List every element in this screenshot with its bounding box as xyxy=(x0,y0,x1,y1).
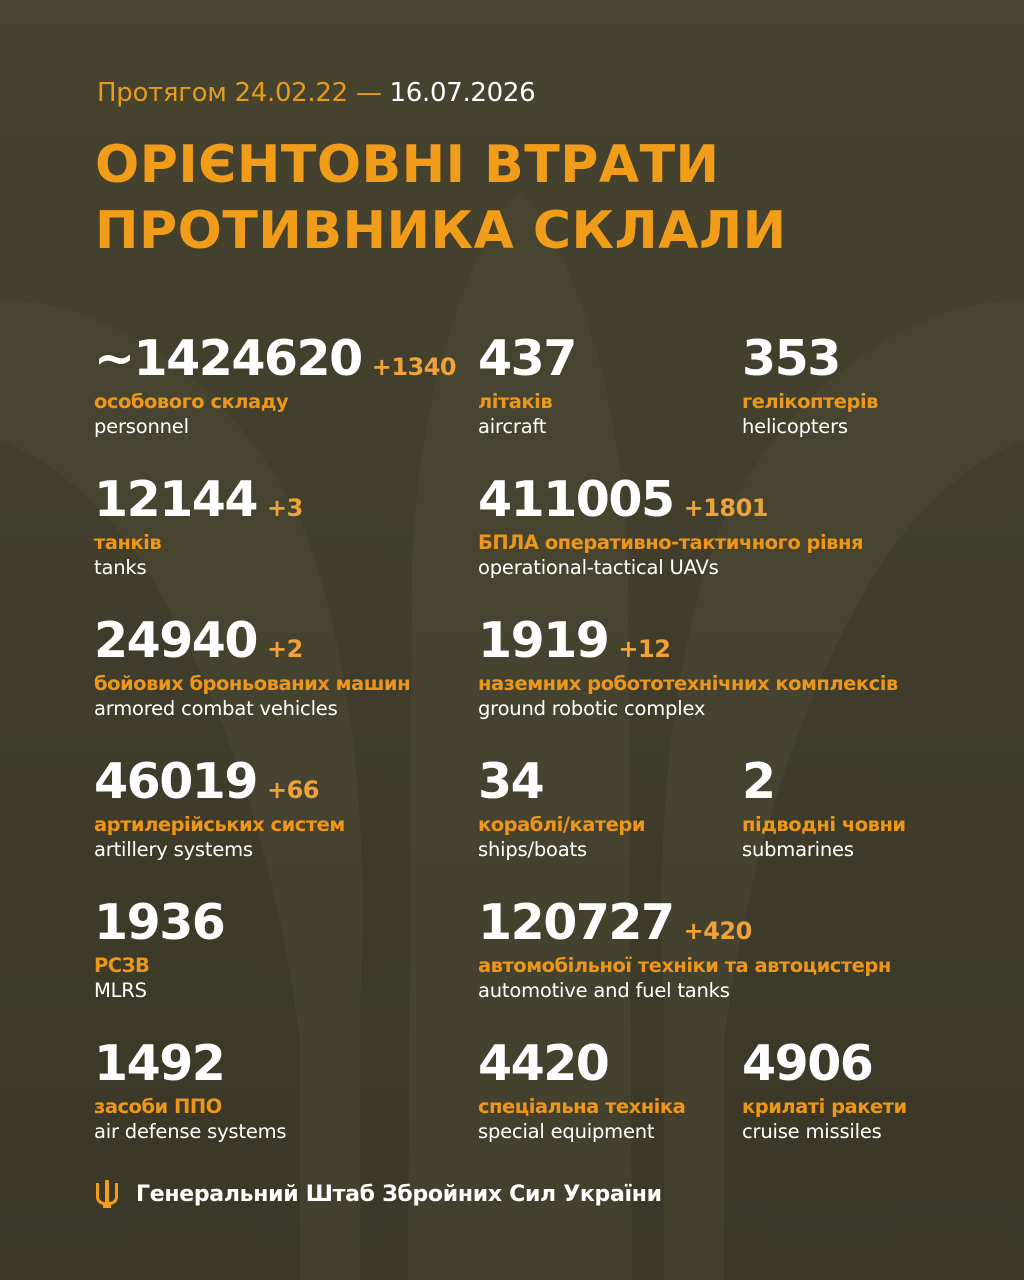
stat-value: 4906 xyxy=(742,1035,873,1092)
stat-label-ua: артилерійських систем xyxy=(94,813,345,836)
stat-uavs xyxy=(478,469,863,580)
stat-label-en: tanks xyxy=(94,556,147,579)
stat-label-ua: наземних робототехнічних комплексів xyxy=(478,672,898,695)
stat-label-en: special equipment xyxy=(478,1120,655,1143)
stat-ships xyxy=(478,751,645,862)
stat-label-en: cruise missiles xyxy=(742,1120,882,1143)
stat-label-en: armored combat vehicles xyxy=(94,697,338,720)
stat-label-ua: БПЛА оперативно-тактичного рівня xyxy=(478,531,864,554)
stat-value: 1492 xyxy=(94,1035,225,1092)
stat-label-en: aircraft xyxy=(478,415,547,438)
stat-label-ua: автомобільної техніки та автоцистерн xyxy=(478,954,891,977)
stat-label-ua: гелікоптерів xyxy=(742,390,878,413)
stat-label-en: personnel xyxy=(94,415,189,438)
stat-cruise-missiles xyxy=(742,1033,907,1144)
organization-name: Генеральний Штаб Збройних Сил України xyxy=(136,1181,662,1207)
stat-label-en: automotive and fuel tanks xyxy=(478,979,730,1002)
stat-special-equipment xyxy=(478,1033,685,1144)
period-prefix: Протягом 24.02.22 — xyxy=(97,78,382,108)
stat-delta: +1801 xyxy=(683,494,768,522)
stat-aircraft xyxy=(478,328,576,439)
stat-label-en: ships/boats xyxy=(478,838,587,861)
title-line-2: ПРОТИВНИКА СКЛАЛИ xyxy=(95,201,787,261)
stat-ground-robotic xyxy=(478,610,898,721)
stat-label-ua: РСЗВ xyxy=(94,954,150,977)
stat-value: 353 xyxy=(742,330,840,387)
stat-delta: +66 xyxy=(266,776,319,804)
stat-helicopters xyxy=(742,328,878,439)
stat-value: 46019 xyxy=(94,753,257,810)
stat-personnel xyxy=(94,328,456,439)
stat-label-ua: засоби ППО xyxy=(94,1095,222,1118)
stat-value: 24940 xyxy=(94,612,257,669)
stat-submarines xyxy=(742,751,906,862)
stat-value: 1919 xyxy=(478,612,609,669)
stat-label-en: operational-tactical UAVs xyxy=(478,556,719,579)
stat-delta: +12 xyxy=(618,635,671,663)
stat-mlrs xyxy=(94,892,224,1003)
stat-artillery xyxy=(94,751,345,862)
stat-delta: +3 xyxy=(266,494,303,522)
stat-label-ua: підводні човни xyxy=(742,813,906,836)
stat-label-en: artillery systems xyxy=(94,838,253,861)
stat-tanks xyxy=(94,469,303,580)
stat-label-ua: бойових броньованих машин xyxy=(94,672,411,695)
stat-value: ~1424620 xyxy=(94,330,362,387)
stat-label-ua: спеціальна техніка xyxy=(478,1095,686,1118)
title-line-1: ОРІЄНТОВНІ ВТРАТИ xyxy=(95,135,720,195)
stat-label-en: air defense systems xyxy=(94,1120,287,1143)
stat-value: 2 xyxy=(742,753,775,810)
stat-delta: +1340 xyxy=(371,353,457,381)
stat-label-en: submarines xyxy=(742,838,854,861)
stat-delta: +420 xyxy=(683,917,752,945)
stat-label-ua: крилаті ракети xyxy=(742,1095,907,1118)
period xyxy=(97,78,535,108)
stat-label-en: helicopters xyxy=(742,415,848,438)
footer xyxy=(94,1180,662,1208)
stat-value: 34 xyxy=(478,753,544,810)
stat-air-defense xyxy=(94,1033,286,1144)
stat-automotive xyxy=(478,892,891,1003)
stat-label-ua: кораблі/катери xyxy=(478,813,645,836)
stat-value: 1936 xyxy=(94,894,225,951)
stat-delta: +2 xyxy=(266,635,303,663)
stat-label-en: ground robotic complex xyxy=(478,697,706,720)
stat-value: 411005 xyxy=(478,471,674,528)
stat-value: 120727 xyxy=(478,894,674,951)
stat-value: 437 xyxy=(478,330,576,387)
stat-label-en: MLRS xyxy=(94,979,147,1002)
stat-label-ua: літаків xyxy=(478,390,553,413)
stat-armored-vehicles xyxy=(94,610,410,721)
stat-value: 4420 xyxy=(478,1035,609,1092)
period-end-date: 16.07.2026 xyxy=(389,78,536,108)
stat-value: 12144 xyxy=(94,471,257,528)
stat-label-ua: особового складу xyxy=(94,390,289,413)
stat-label-ua: танків xyxy=(94,531,162,554)
page-title xyxy=(95,132,787,264)
trident-icon xyxy=(94,1180,120,1208)
